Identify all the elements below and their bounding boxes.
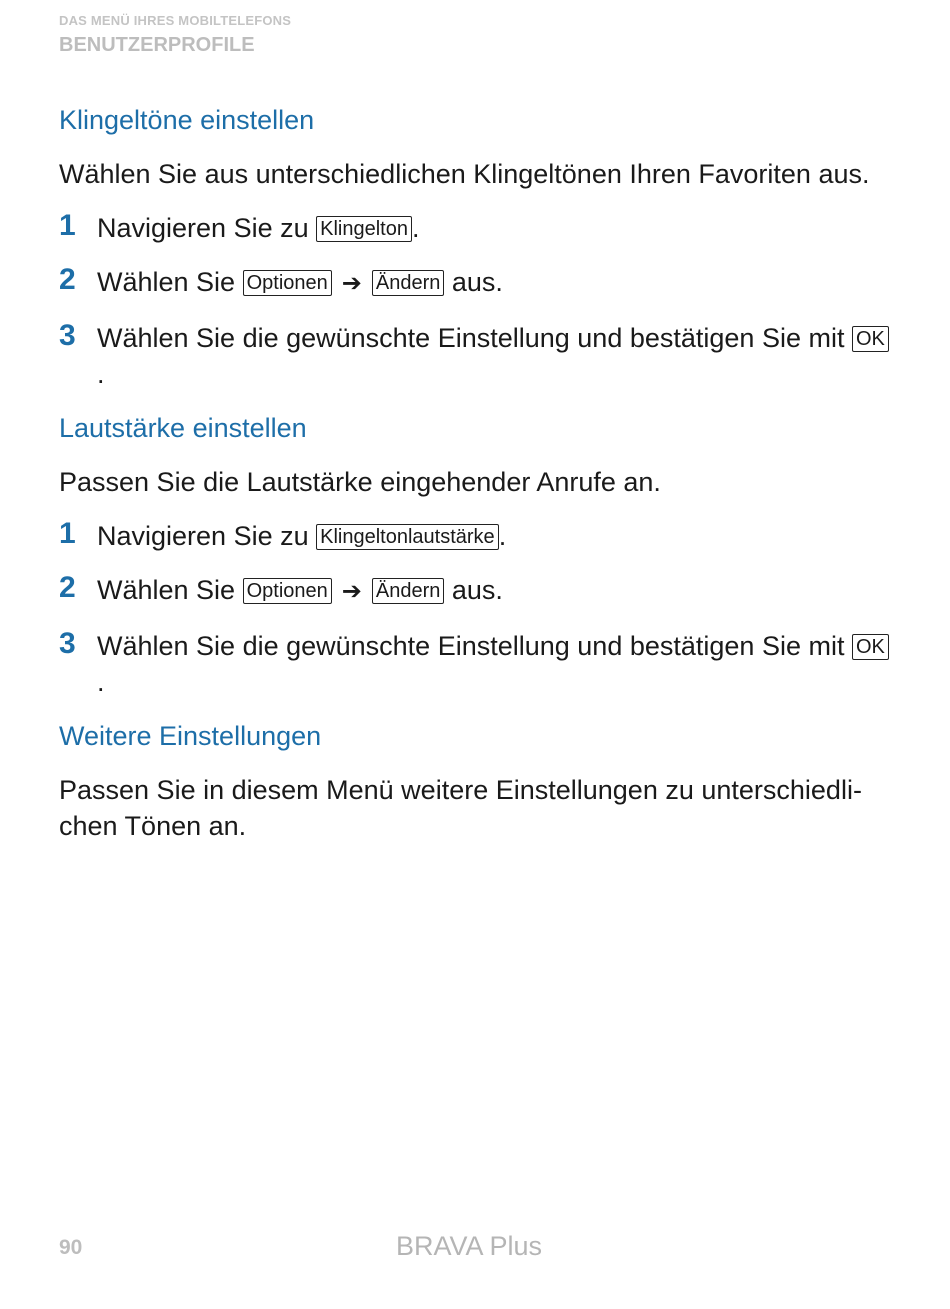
section-title: BENUTZERPROFILE	[59, 34, 255, 56]
step-item	[59, 628, 889, 700]
steps-volume	[59, 518, 889, 700]
heading-more-settings: Weitere Einstellungen	[59, 721, 322, 751]
step-text-end: .	[411, 213, 420, 243]
arrow-right-icon: ➔	[341, 270, 362, 297]
intro-ringtones: Wählen Sie aus unterschiedlichen Klingeltönen Ihren Favoriten aus.	[59, 159, 870, 189]
step-text: Navigieren Sie zu	[97, 521, 317, 551]
arrow-right-icon: ➔	[341, 578, 362, 605]
step-number: 1	[59, 517, 76, 550]
menu-key: Optionen	[243, 270, 332, 296]
menu-key: Optionen	[243, 578, 332, 604]
step-text-end: .	[498, 521, 507, 551]
step-text: Wählen Sie	[97, 575, 243, 605]
chapter-title: DAS MENÜ IHRES MOBILTELEFONS	[59, 13, 292, 28]
step-text-end: .	[97, 667, 105, 697]
step-item	[59, 320, 889, 392]
page-content	[59, 102, 889, 844]
menu-key: Klingeltonlautstärke	[316, 524, 499, 550]
step-item	[59, 210, 889, 246]
step-text-end: aus.	[444, 267, 503, 297]
step-number: 2	[59, 571, 76, 604]
product-name: BRAVA Plus	[396, 1231, 543, 1261]
step-text: Wählen Sie	[97, 267, 243, 297]
step-item	[59, 572, 889, 610]
step-number: 3	[59, 319, 76, 352]
step-text: Wählen Sie die gewünschte Einstellung und bestätigen Sie mit	[97, 323, 852, 353]
step-item	[59, 518, 889, 554]
heading-volume: Lautstärke einstellen	[59, 413, 307, 443]
step-number: 3	[59, 627, 76, 660]
menu-key: OK	[852, 326, 889, 352]
step-text-end: .	[97, 359, 105, 389]
running-header	[59, 12, 291, 58]
step-number: 1	[59, 209, 76, 242]
step-item	[59, 264, 889, 302]
intro-more-settings: Passen Sie in diesem Menü weitere Einstellungen zu unterschiedli-chen Tönen an.	[59, 775, 862, 841]
step-text: Navigieren Sie zu	[97, 213, 317, 243]
menu-key: OK	[852, 634, 889, 660]
menu-key: Ändern	[372, 578, 445, 604]
menu-key: Klingelton	[316, 216, 412, 242]
step-text-end: aus.	[444, 575, 503, 605]
heading-ringtones: Klingeltöne einstellen	[59, 105, 315, 135]
steps-ringtones	[59, 210, 889, 392]
page-number: 90	[59, 1236, 83, 1259]
intro-volume: Passen Sie die Lautstärke eingehender Anrufe an.	[59, 467, 661, 497]
step-text: Wählen Sie die gewünschte Einstellung und bestätigen Sie mit	[97, 631, 852, 661]
step-number: 2	[59, 263, 76, 296]
menu-key: Ändern	[372, 270, 445, 296]
